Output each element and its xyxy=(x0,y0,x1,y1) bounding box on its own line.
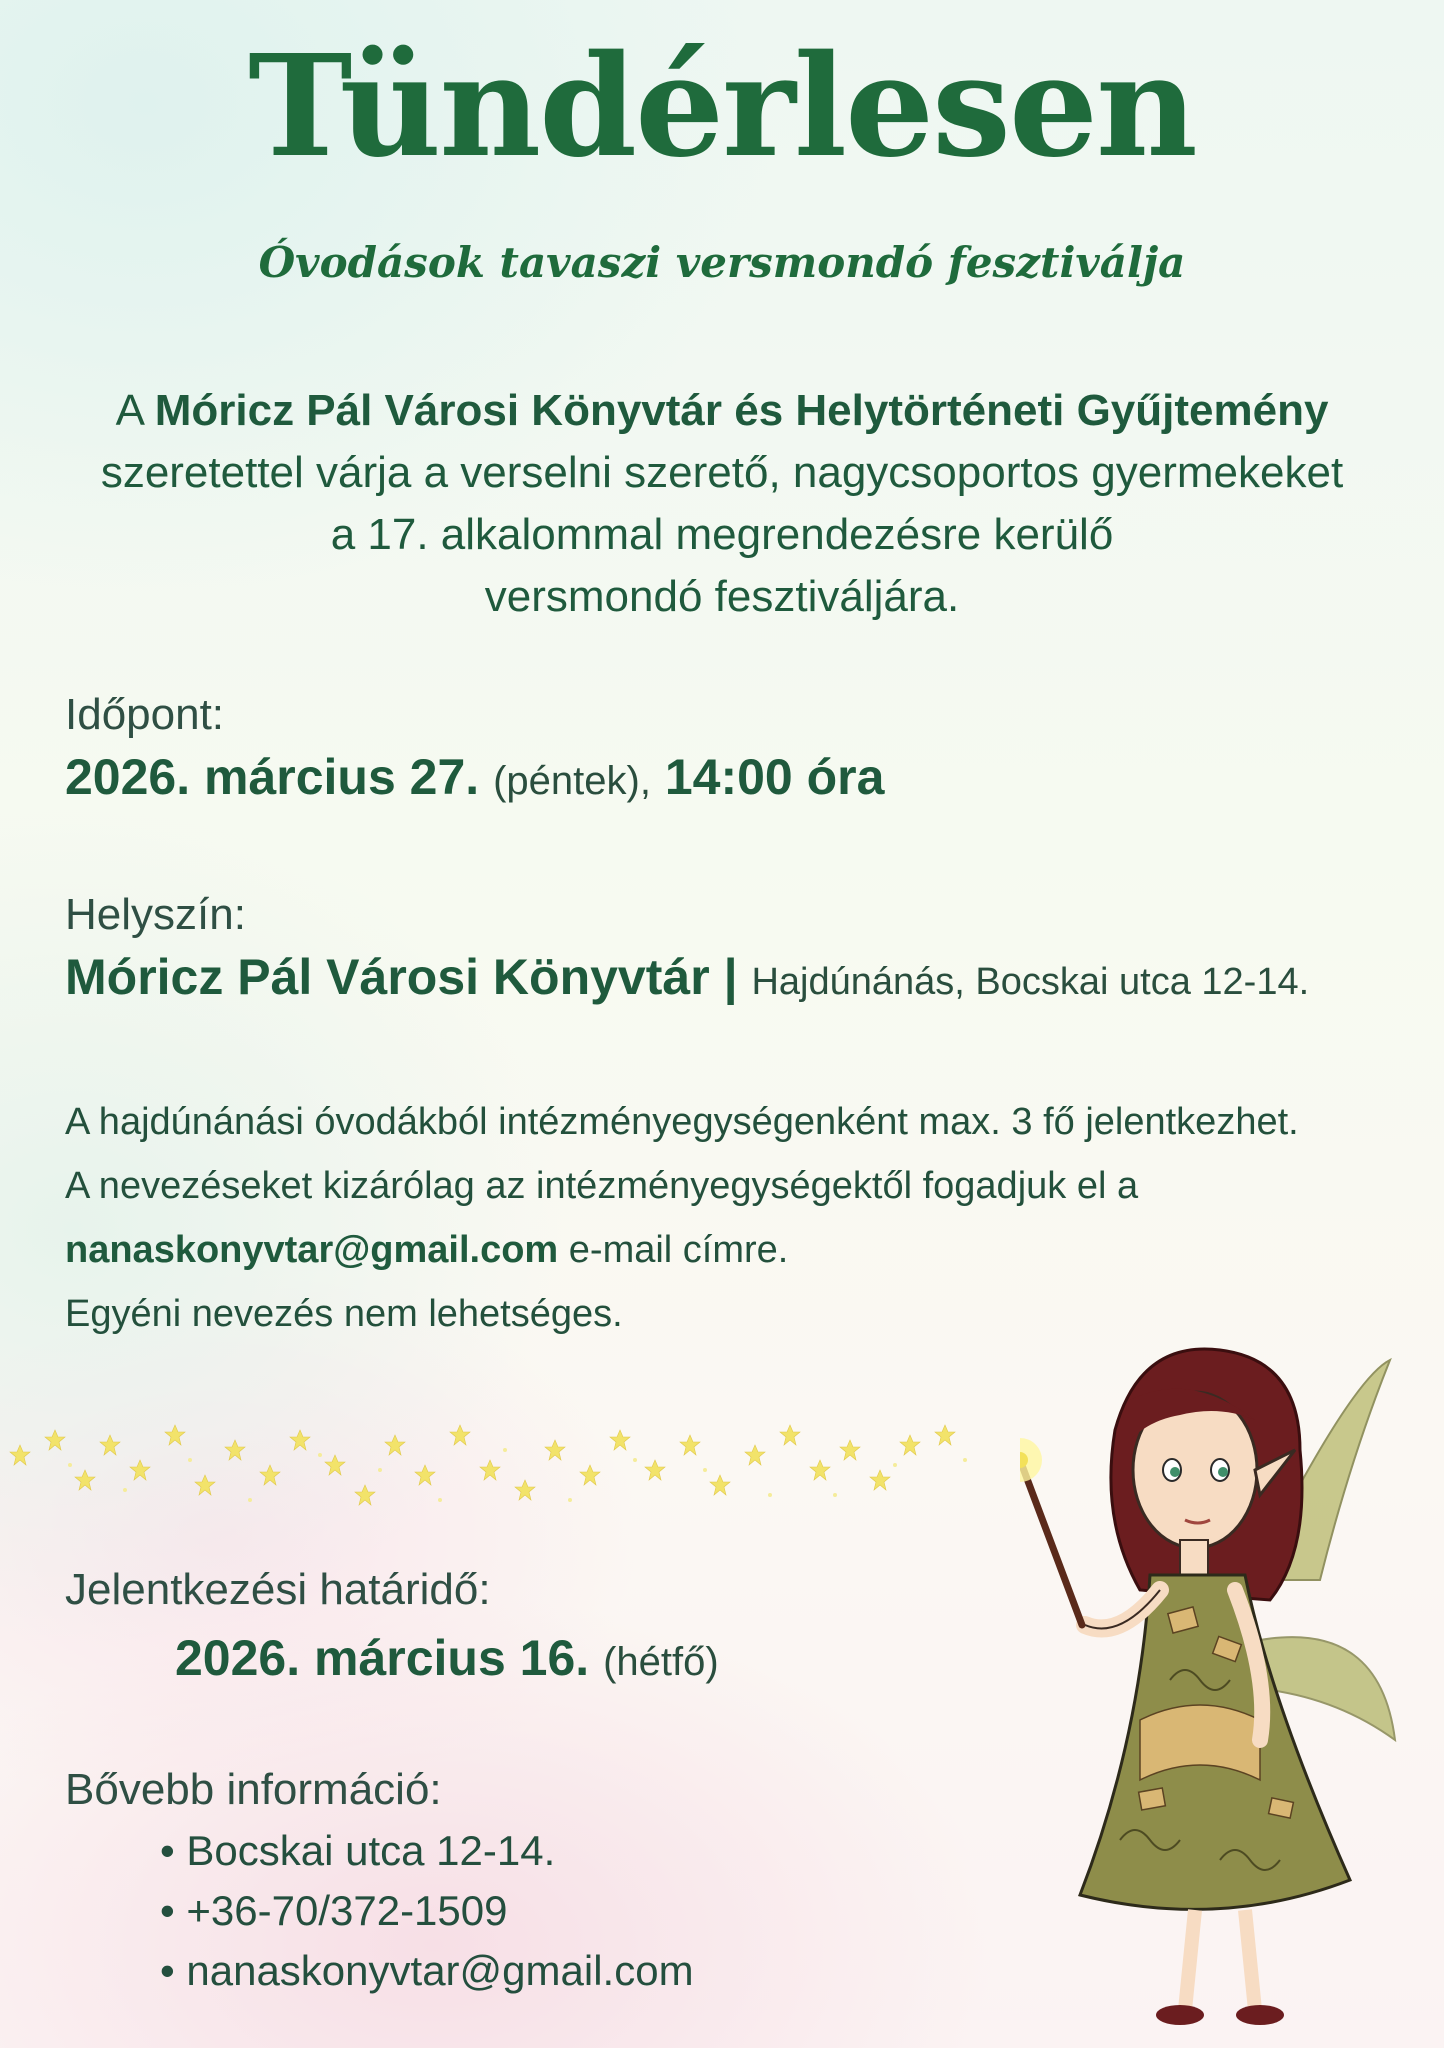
intro-line3: a 17. alkalommal megrendezésre kerülő xyxy=(330,510,1114,559)
deadline-day: (hétfő) xyxy=(603,1640,719,1684)
intro-prefix: A xyxy=(115,386,155,435)
fairy-illustration xyxy=(1020,1320,1420,2030)
stars-decoration xyxy=(0,1415,1000,1515)
notes-line2: A nevezéseket kizárólag az intézményegységektől fogadjuk el a xyxy=(65,1165,1139,1207)
intro-org: Móricz Pál Városi Könyvtár és Helytörténeti Gyűjtemény xyxy=(154,386,1329,435)
poster-subtitle: Óvodások tavaszi versmondó fesztiválja xyxy=(258,238,1186,287)
info-address: • Bocskai utca 12-14. xyxy=(65,1821,694,1881)
venue-address: Hajdúnánás, Bocskai utca 12-14. xyxy=(751,961,1310,1003)
deadline-date: 2026. március 16. xyxy=(175,1630,590,1686)
deadline-label: Jelentkezési határidő: xyxy=(65,1565,491,1614)
info-label: Bővebb információ: xyxy=(65,1765,442,1814)
intro-paragraph xyxy=(40,380,1404,628)
info-phone[interactable]: • +36-70/372-1509 xyxy=(65,1881,694,1941)
event-date: 2026. március 27. xyxy=(65,749,480,805)
time-section xyxy=(65,690,884,806)
notes-line3: e-mail címre. xyxy=(558,1229,789,1271)
intro-line4: versmondó fesztiváljára. xyxy=(484,572,960,621)
intro-line2: szeretettel várja a verselni szerető, nagycsoportos gyermekeket xyxy=(100,448,1344,497)
notes-line1: A hajdúnánási óvodákból intézményegységenként max. 3 fő jelentkezhet. xyxy=(65,1101,1299,1143)
notes-line4: Egyéni nevezés nem lehetséges. xyxy=(65,1293,623,1335)
notes-email[interactable]: nanaskonyvtar@gmail.com xyxy=(65,1229,559,1271)
deadline-section xyxy=(65,1565,719,1687)
venue-label: Helyszín: xyxy=(65,890,246,939)
event-hour: 14:00 óra xyxy=(664,749,885,805)
info-email[interactable]: • nanaskonyvtar@gmail.com xyxy=(65,1941,694,2001)
event-day: (péntek), xyxy=(493,759,651,803)
venue-name: Móricz Pál Városi Könyvtár xyxy=(65,949,710,1005)
time-label: Időpont: xyxy=(65,690,225,739)
info-section xyxy=(65,1765,694,2001)
venue-section xyxy=(65,890,1309,1006)
entry-notes xyxy=(65,1090,1299,1346)
venue-separator: | xyxy=(723,949,738,1005)
poster-title: Tündérlesen xyxy=(248,25,1196,189)
